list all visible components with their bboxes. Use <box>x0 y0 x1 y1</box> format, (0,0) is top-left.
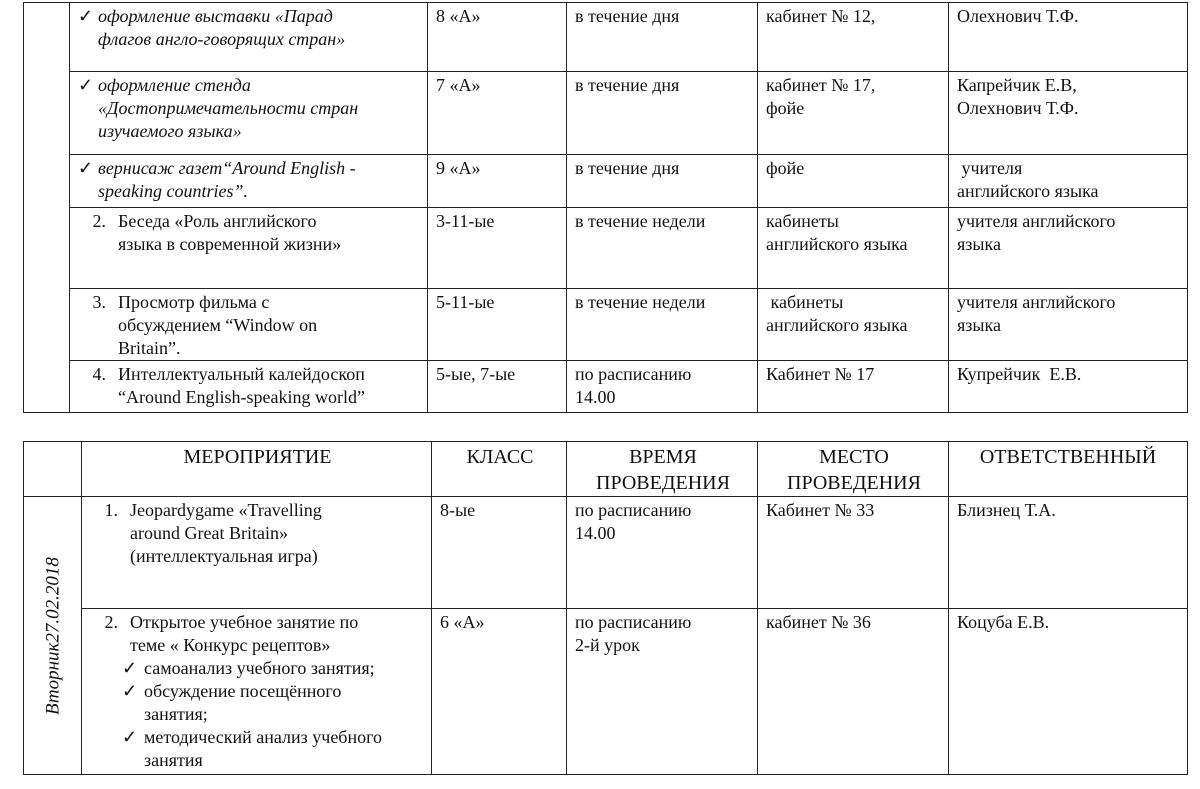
table-row <box>24 3 1188 72</box>
day-cell <box>24 497 82 775</box>
responsible-cell: учителя английского языка <box>949 208 1188 289</box>
table-row <box>24 609 1188 775</box>
responsible-cell: Коцуба Е.В. <box>949 609 1188 775</box>
place-cell: кабинеты английского языка <box>758 289 949 361</box>
responsible-cell: Купрейчик Е.В. <box>949 361 1188 413</box>
place-cell: кабинет № 36 <box>758 609 949 775</box>
class-cell: 8 «А» <box>428 3 567 72</box>
check-icon: ✓ <box>122 681 138 701</box>
place-cell: кабинеты английского языка <box>758 208 949 289</box>
table-header-row <box>24 442 1188 497</box>
time-cell: в течение недели <box>567 208 758 289</box>
header-responsible: ОТВЕТСТВЕННЫЙ <box>949 442 1188 497</box>
place-cell: фойе <box>758 155 949 208</box>
responsible-cell: Близнец Т.А. <box>949 497 1188 609</box>
class-cell: 5-ые, 7-ые <box>428 361 567 413</box>
place-cell: Кабинет № 17 <box>758 361 949 413</box>
check-icon: ✓ <box>122 727 138 747</box>
header-time: ВРЕМЯ ПРОВЕДЕНИЯ <box>567 442 758 497</box>
event-cell: 2. Открытое учебное занятие по теме « Конкурс рецептов» ✓ самоанализ учебного занятия; ✓ обсуждение посещённого занятия; ✓ методический анализ учебного занятия <box>82 609 432 775</box>
class-cell: 6 «А» <box>432 609 567 775</box>
class-cell: 5-11-ые <box>428 289 567 361</box>
time-cell: в течение дня <box>567 72 758 155</box>
table-row <box>24 289 1188 361</box>
day-label: Вторник27.02.2018 <box>42 556 63 715</box>
schedule-table-2 <box>23 441 1188 775</box>
event-cell: ✓ оформление выставки «Парад флагов англо-говорящих стран» <box>70 3 428 72</box>
table-row <box>24 155 1188 208</box>
header-day <box>24 442 82 497</box>
schedule-table-1 <box>23 2 1188 413</box>
class-cell: 8-ые <box>432 497 567 609</box>
check-icon: ✓ <box>78 158 94 178</box>
table-row <box>24 208 1188 289</box>
check-icon: ✓ <box>78 75 94 95</box>
time-cell: по расписанию 2-й урок <box>567 609 758 775</box>
time-cell: в течение дня <box>567 155 758 208</box>
place-cell: Кабинет № 33 <box>758 497 949 609</box>
event-cell: 4. Интеллектуальный калейдоскоп “Around English-speaking world” <box>70 361 428 413</box>
table-row <box>24 497 1188 609</box>
event-cell: 3. Просмотр фильма с обсуждением “Window on Britain”. <box>70 289 428 361</box>
responsible-cell: учителя английского языка <box>949 289 1188 361</box>
header-class: КЛАСС <box>432 442 567 497</box>
time-cell: по расписанию 14.00 <box>567 497 758 609</box>
time-cell: по расписанию 14.00 <box>567 361 758 413</box>
event-cell: 2. Беседа «Роль английского языка в современной жизни» <box>70 208 428 289</box>
event-cell: ✓ вернисаж газет“Around English - speaking countries”. <box>70 155 428 208</box>
header-event: МЕРОПРИЯТИЕ <box>82 442 432 497</box>
event-cell: 1. Jeopardygame «Travelling around Great Britain» (интеллектуальная игра) <box>82 497 432 609</box>
check-icon: ✓ <box>78 6 94 26</box>
responsible-cell: Капрейчик Е.В, Олехнович Т.Ф. <box>949 72 1188 155</box>
time-cell: в течение дня <box>567 3 758 72</box>
class-cell: 3-11-ые <box>428 208 567 289</box>
place-cell: кабинет № 17, фойе <box>758 72 949 155</box>
table-row <box>24 72 1188 155</box>
responsible-cell: Олехнович Т.Ф. <box>949 3 1188 72</box>
day-cell-blank <box>24 3 70 413</box>
check-icon: ✓ <box>122 658 138 678</box>
header-place: МЕСТО ПРОВЕДЕНИЯ <box>758 442 949 497</box>
event-cell: ✓ оформление стенда «Достопримечательности стран изучаемого языка» <box>70 72 428 155</box>
place-cell: кабинет № 12, <box>758 3 949 72</box>
class-cell: 7 «А» <box>428 72 567 155</box>
time-cell: в течение недели <box>567 289 758 361</box>
responsible-cell: учителя английского языка <box>949 155 1188 208</box>
class-cell: 9 «А» <box>428 155 567 208</box>
table-row <box>24 361 1188 413</box>
